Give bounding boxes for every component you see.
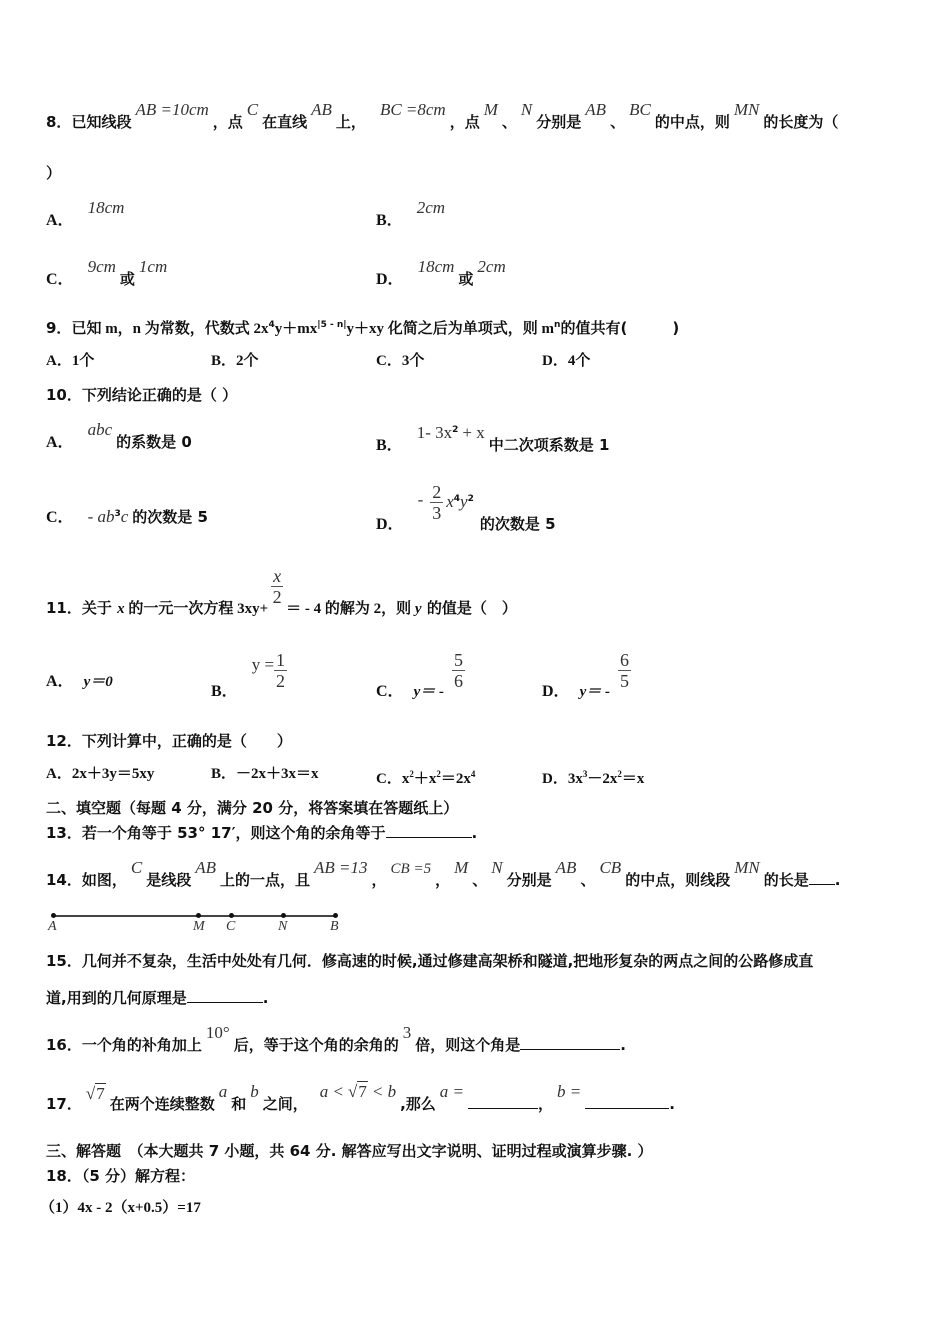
text: . [262, 989, 269, 1007]
exponent: 4 [453, 494, 461, 504]
option-label: A． [46, 212, 74, 229]
option-value: 1个 [71, 353, 95, 369]
q12-option-d[interactable] [542, 764, 644, 789]
math-expr: c [120, 507, 129, 526]
text: 、 [580, 871, 596, 889]
text: 的系数是 0 [116, 433, 192, 451]
math-expr: y＝ - [413, 683, 444, 700]
text: . [471, 824, 478, 842]
exponent: 2 [436, 769, 441, 779]
math-expr: BC [629, 100, 651, 119]
q8-option-b[interactable] [376, 198, 449, 231]
q8-option-c[interactable] [46, 257, 171, 290]
text: 的长度为（ [763, 113, 839, 131]
text: 13．若一个角等于 53° 17′，则这个角的余角等于 [46, 824, 386, 842]
denominator: 6 [453, 671, 463, 691]
fraction [452, 650, 465, 691]
question-number: 8． [46, 113, 72, 131]
math-expr: －2x [587, 771, 618, 787]
q10-option-b[interactable] [376, 423, 610, 456]
exponent: |5 - n| [317, 320, 347, 330]
option-label: B． [376, 212, 403, 229]
option-label: D． [542, 682, 570, 700]
section-2-heading: 二、填空题（每题 4 分，满分 20 分，将答案填在答题纸上） [46, 799, 459, 817]
text: 后，等于这个角的余角的 [233, 1036, 399, 1054]
text: . [620, 1036, 626, 1054]
math-expr: AB [195, 858, 217, 877]
q11-option-d[interactable] [542, 650, 634, 700]
text: 或 [458, 270, 474, 288]
fraction [430, 482, 443, 523]
option-value: 3个 [401, 353, 425, 369]
point-b [333, 913, 338, 918]
q12-option-c[interactable] [376, 764, 475, 789]
q11-option-b[interactable] [211, 650, 290, 700]
q11-option-a[interactable] [46, 672, 113, 692]
point-label-m: M [193, 919, 205, 934]
exponent: 2 [467, 494, 474, 504]
math-expr: AB =13 [314, 858, 368, 877]
option-value: 2x＋3y＝5xy [71, 766, 155, 782]
option-label: C． [46, 509, 74, 526]
q10-option-d[interactable] [376, 482, 556, 533]
text: 、 [610, 113, 626, 131]
option-value: 18cm [417, 257, 455, 276]
text: . [669, 1095, 675, 1113]
exponent: 2 [409, 769, 414, 779]
option-label: B． [376, 437, 403, 454]
option-value: 1cm [138, 257, 168, 276]
math-expr: ＝2x [440, 771, 471, 787]
q10-option-a[interactable] [46, 420, 192, 453]
q8-option-a[interactable] [46, 198, 128, 231]
text: 倍，则这个角是 [415, 1036, 521, 1054]
q9-option-b[interactable] [211, 351, 259, 371]
text: 分别是 [506, 871, 552, 889]
question-8-stem [46, 100, 839, 132]
point-m [196, 913, 201, 918]
math-expr: b = [557, 1082, 582, 1101]
math-expr: C [246, 100, 259, 119]
math-expr: a = [439, 1082, 465, 1101]
math-expr: - ab [87, 507, 115, 526]
question-18-part-1: （1）4x - 2（x+0.5）=17 [40, 1200, 201, 1216]
math-expr: ＝x [621, 771, 645, 787]
option-label: B． [211, 766, 237, 782]
math-expr: CB [599, 858, 622, 877]
radicand: 7 [96, 1084, 105, 1103]
math-expr: x [401, 771, 410, 787]
math-expr: MN [733, 100, 760, 119]
point-c [229, 913, 234, 918]
text: 的一元一次方程 3xy+ [124, 601, 269, 617]
text: 、 [501, 113, 517, 131]
option-label: A． [46, 434, 74, 451]
math-expr: y = [251, 654, 275, 674]
text: ，点 [212, 113, 243, 131]
text: 中二次项系数是 1 [488, 436, 610, 454]
option-value: 4个 [567, 353, 591, 369]
exponent: 3 [582, 769, 588, 779]
q9-option-d[interactable] [542, 351, 590, 371]
text: 上的一点，且 [220, 871, 311, 889]
exponent: 4 [470, 769, 476, 779]
line-segment-ab [53, 915, 335, 917]
question-number: 17． [46, 1095, 82, 1113]
text: ＝ - 4 的解为 2，则 [286, 601, 415, 617]
question-number: 9． [46, 319, 72, 337]
point-n [281, 913, 286, 918]
text: 16．一个角的补角加上 [46, 1036, 202, 1054]
text: y＋mx [274, 321, 318, 337]
denominator: 2 [272, 587, 282, 607]
text: 的值是（ ） [421, 599, 517, 617]
text: 是线段 [146, 871, 192, 889]
math-expr: 1- 3x [416, 423, 453, 442]
math-expr: N [520, 100, 533, 119]
option-label: C． [376, 682, 404, 700]
numerator: 1 [276, 650, 286, 670]
point-label-b: B [330, 919, 339, 934]
math-expr: 10° [205, 1023, 230, 1042]
math-expr: < b [371, 1082, 397, 1101]
question-11-stem [46, 566, 517, 617]
question-8-close-paren: ） [46, 164, 62, 182]
q9-option-a[interactable] [46, 351, 94, 371]
text: 之间， [262, 1095, 308, 1113]
sqrt-expr: √7 [348, 1082, 367, 1101]
q12-option-b[interactable] [211, 764, 319, 784]
denominator: 3 [432, 503, 442, 523]
option-value: 18cm [87, 198, 125, 217]
text: ， [371, 871, 387, 889]
text: ，点 [449, 113, 480, 131]
option-label: D． [542, 771, 568, 787]
exponent: 2 [452, 425, 459, 435]
text: 的中点，则线段 [625, 871, 731, 889]
numerator: x [273, 566, 282, 586]
option-label: D． [542, 353, 568, 369]
fraction [618, 650, 631, 691]
math-expr: - [417, 490, 424, 509]
math-expr: 3 [402, 1023, 412, 1042]
math-expr: AB [311, 100, 332, 119]
numerator: 5 [453, 650, 463, 670]
text: 上， [335, 113, 366, 131]
math-expr: y [460, 492, 468, 511]
text: 的次数是 5 [132, 508, 208, 526]
point-a [51, 913, 56, 918]
text: ， [435, 871, 451, 889]
option-label: A． [46, 353, 72, 369]
question-12-stem: 12．下列计算中，正确的是（ ） [46, 732, 292, 750]
exponent: n [554, 320, 561, 330]
answer-blank-b[interactable] [585, 1094, 669, 1109]
text: 在两个连续整数 [109, 1095, 215, 1113]
option-label: B． [211, 682, 238, 700]
option-value: 2cm [477, 257, 506, 276]
math-expr: abc [87, 420, 113, 439]
answer-blank[interactable] [386, 823, 472, 838]
q8-option-d[interactable] [376, 257, 510, 290]
option-value: 9cm [87, 257, 116, 276]
text: 在直线 [262, 113, 308, 131]
math-expr: AB [555, 858, 577, 877]
text: y＋xy 化简之后为单项式，则 m [346, 321, 555, 337]
variable: b [250, 1082, 259, 1101]
math-expr: AB =10cm [135, 100, 209, 119]
text: 的次数是 5 [479, 515, 556, 533]
exponent: 2 [617, 769, 622, 779]
text: 和 [231, 1095, 247, 1113]
math-expr: ＋x [413, 771, 437, 787]
question-16 [46, 1023, 626, 1055]
option-label: D． [376, 271, 404, 288]
text: 道,用到的几何原理是 [46, 989, 187, 1007]
numerator: 6 [619, 650, 629, 670]
answer-blank[interactable] [187, 988, 263, 1003]
option-label: C． [376, 353, 402, 369]
math-expr: N [491, 858, 503, 877]
exponent: 4 [268, 320, 275, 330]
option-label: D． [376, 516, 404, 533]
variable: x [117, 601, 125, 617]
text: . [834, 871, 841, 889]
question-10-stem: 10．下列结论正确的是（ ） [46, 386, 238, 404]
math-expr: MN [734, 858, 760, 877]
math-expr: + x [462, 423, 485, 442]
q11-option-c[interactable] [376, 650, 468, 700]
question-15-line-1: 15．几何并不复杂，生活中处处有几何．修高速的时候,通过修建高架桥和隧道,把地形复杂的两点之间的公路修成直 [46, 952, 814, 970]
math-expr: x [446, 492, 454, 511]
question-13 [46, 823, 477, 843]
question-15-line-2 [46, 988, 268, 1008]
text: 已知线段 [71, 113, 132, 131]
fraction [271, 566, 283, 607]
option-label: B． [211, 353, 237, 369]
variable: a [218, 1082, 228, 1101]
option-value: 2cm [416, 198, 446, 217]
question-18-stem: 18．（5 分）解方程： [46, 1167, 196, 1185]
answer-blank[interactable] [520, 1035, 620, 1050]
option-label: C． [46, 271, 74, 288]
math-expr: CB =5 [390, 861, 432, 877]
answer-blank[interactable] [809, 870, 835, 885]
denominator: 5 [619, 671, 629, 691]
text: 的长是 [763, 871, 809, 889]
text: ,那么 [400, 1095, 436, 1113]
q9-option-c[interactable] [376, 351, 424, 371]
math-expr: AB [585, 100, 607, 119]
sqrt-expr: √7 [85, 1084, 105, 1103]
text: 已知 m，n 为常数，代数式 2x [71, 321, 269, 337]
fraction [274, 650, 287, 691]
text: 、 [472, 871, 488, 889]
number-line-diagram [50, 913, 340, 941]
point-label-c: C [226, 919, 236, 934]
radicand: 7 [358, 1082, 367, 1101]
option-value: －2x＋3x＝x [236, 766, 319, 782]
text: 的中点，则 [654, 113, 730, 131]
section-3-heading: 三、解答题 （本大题共 7 小题，共 64 分. 解答应写出文字说明、证明过程或演算步骤. ） [46, 1142, 653, 1160]
variable: y [414, 601, 422, 617]
text: 分别是 [536, 113, 582, 131]
option-label: A． [46, 766, 72, 782]
q12-option-a[interactable] [46, 764, 154, 784]
option-value: y＝0 [83, 674, 113, 690]
question-17 [46, 1082, 675, 1114]
denominator: 2 [276, 671, 286, 691]
point-label-a: A [48, 919, 57, 934]
answer-blank-a[interactable] [468, 1094, 538, 1109]
option-label: A． [46, 673, 74, 690]
text: ， [538, 1095, 554, 1113]
math-expr: a < [319, 1082, 344, 1101]
q10-option-c[interactable] [46, 504, 208, 528]
option-value: 2个 [236, 353, 259, 369]
text: 14．如图， [46, 871, 127, 889]
point-label-n: N [278, 919, 288, 934]
question-14-stem [46, 858, 841, 891]
option-label: C． [376, 771, 402, 787]
text: 11．关于 [46, 599, 118, 617]
math-expr: y＝ - [579, 683, 610, 700]
math-expr: BC =8cm [379, 100, 446, 119]
math-expr: M [483, 100, 498, 119]
numerator: 2 [432, 482, 442, 502]
math-expr: C [130, 858, 143, 877]
question-9-stem [46, 315, 679, 339]
math-expr: 3x [567, 771, 583, 787]
exponent: 3 [114, 509, 121, 519]
math-expr: M [454, 858, 469, 877]
text: 或 [119, 270, 135, 288]
text: 的值共有( ) [560, 319, 680, 337]
